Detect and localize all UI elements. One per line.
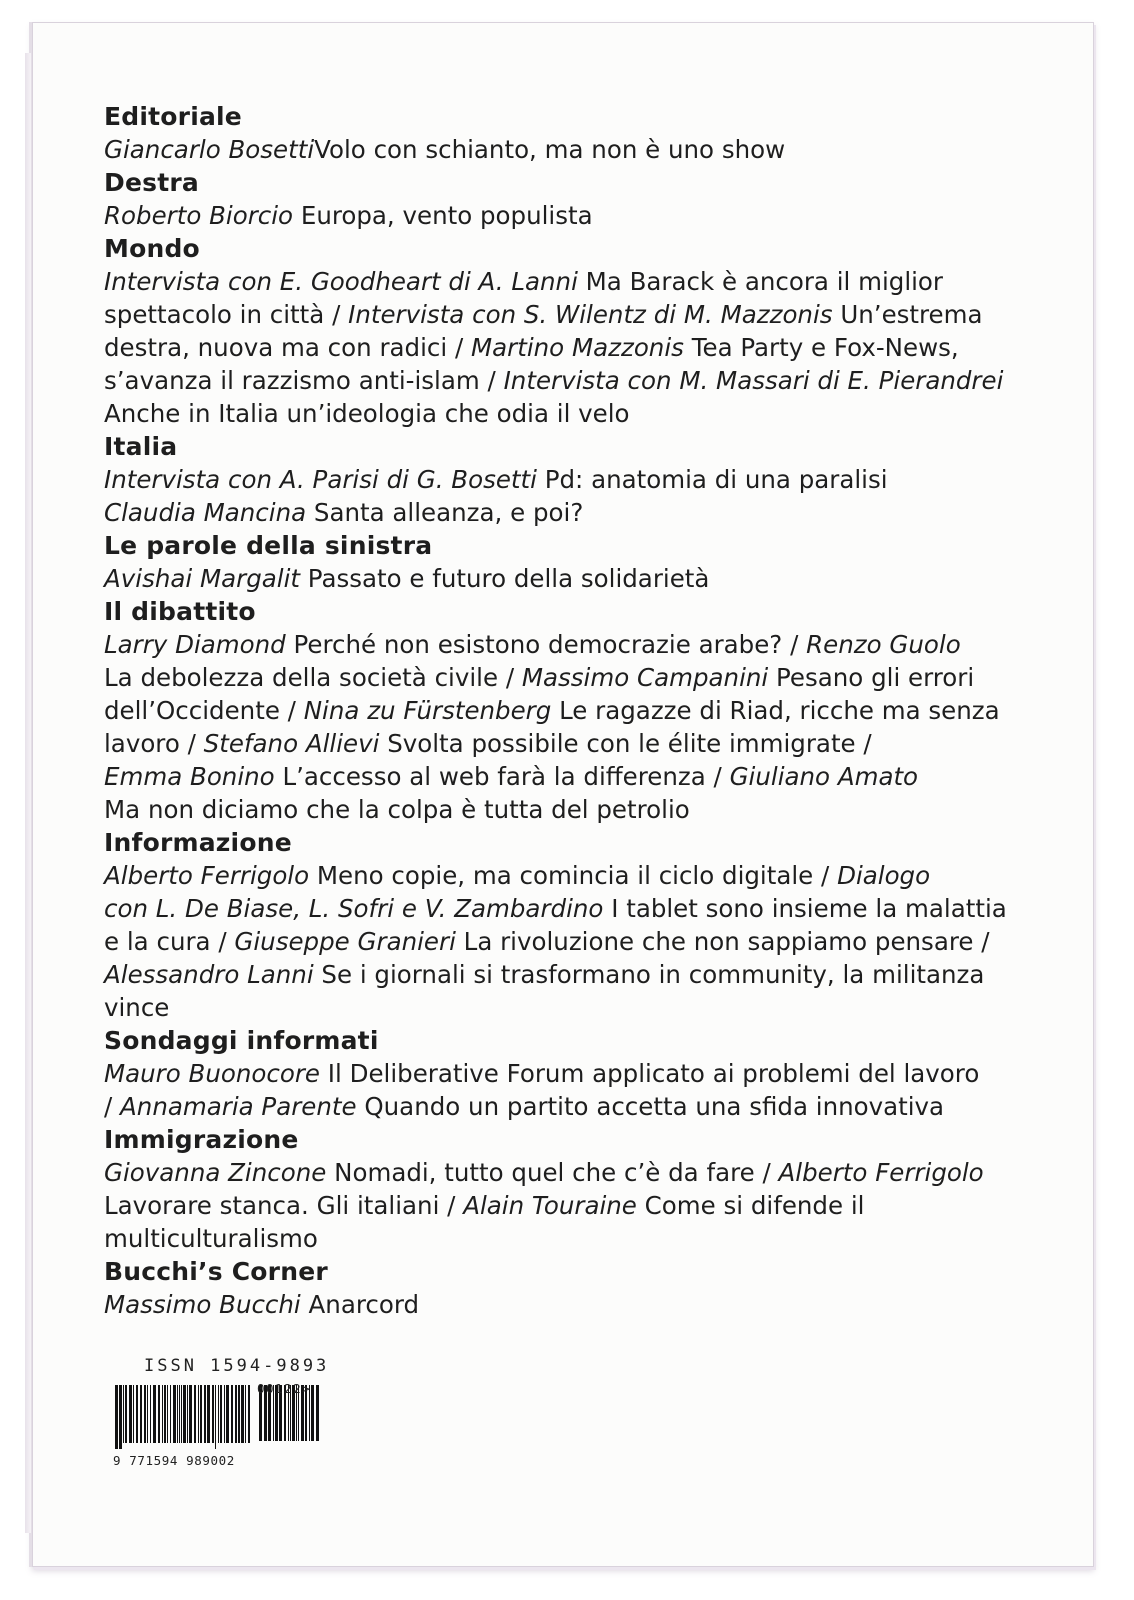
article-title: destra, nuova ma con radici /	[104, 333, 471, 362]
article-title: Un’estrema	[832, 300, 983, 329]
barcode-bar	[215, 1385, 216, 1449]
entry-line	[104, 265, 1064, 298]
barcode-bar	[245, 1385, 246, 1443]
entry-line	[104, 199, 1064, 232]
section-title: Sondaggi informati	[104, 1026, 379, 1055]
barcode-bar	[204, 1385, 206, 1443]
section-title: Destra	[104, 168, 199, 197]
article-title: Ma Barack è ancora il miglior	[577, 267, 943, 296]
barcode-bar	[129, 1385, 132, 1443]
barcode-bar	[173, 1385, 176, 1443]
section-title: Il dibattito	[104, 597, 256, 626]
barcode-bar	[194, 1385, 196, 1443]
author-name: Alberto Ferrigolo	[778, 1158, 984, 1187]
author-name: Martino Mazzonis	[471, 333, 684, 362]
barcode-addon-digits: 00122>	[257, 1381, 312, 1396]
article-title: Perché non esistono democrazie arabe? /	[285, 630, 807, 659]
barcode-bar	[164, 1385, 166, 1443]
entry-line	[104, 991, 1064, 1024]
article-title: Europa, vento populista	[293, 201, 593, 230]
article-title: spettacolo in città /	[104, 300, 349, 329]
barcode-bar	[187, 1385, 188, 1443]
article-title: e la cura /	[104, 927, 235, 956]
article-title: I tablet sono insieme la malattia	[603, 894, 1007, 923]
article-title: Volo con schianto, ma non è uno show	[314, 135, 786, 164]
author-name: Mauro Buonocore	[104, 1059, 320, 1088]
barcode-bar	[241, 1385, 244, 1443]
barcode-bar	[220, 1385, 222, 1443]
article-title: lavoro /	[104, 729, 204, 758]
barcode-bar	[158, 1385, 160, 1443]
barcode	[113, 1381, 323, 1475]
ean-barcode	[113, 1385, 253, 1453]
barcode-bar	[200, 1385, 202, 1443]
barcode-bar	[167, 1385, 168, 1443]
entry-line	[104, 1288, 1064, 1321]
barcode-bar	[181, 1385, 182, 1443]
author-name: Roberto Biorcio	[104, 201, 294, 230]
article-title: s’avanza il razzismo anti-islam /	[104, 366, 504, 395]
entry-line	[104, 628, 1064, 661]
barcode-bar	[235, 1385, 237, 1443]
author-name: Larry Diamond	[104, 630, 286, 659]
article-title: Pd: anatomia di una paralisi	[536, 465, 888, 494]
author-name: Intervista con S. Wilentz di M. Mazzonis	[348, 300, 833, 329]
article-title: Passato e futuro della solidarietà	[299, 564, 710, 593]
entry-line	[104, 1189, 1064, 1222]
entry-line	[104, 727, 1064, 760]
article-title: Svolta possibile con le élite immigrate /	[379, 729, 872, 758]
entry-line	[104, 925, 1064, 958]
barcode-bar	[212, 1385, 214, 1443]
barcode-bar	[153, 1385, 156, 1443]
entry-line	[104, 661, 1064, 694]
author-name: Renzo Guolo	[806, 630, 961, 659]
barcode-bar	[147, 1385, 148, 1443]
entry-line	[104, 1057, 1064, 1090]
article-title: Il Deliberative Forum applicato ai problemi del lavoro	[319, 1059, 980, 1088]
article-title: Se i giornali si trasformano in community, la militanza	[313, 960, 985, 989]
entry-line	[104, 364, 1064, 397]
entry-line	[104, 463, 1064, 496]
author-name: con L. De Biase, L. Sofri e V. Zambardino	[104, 894, 604, 923]
barcode-bar	[218, 1385, 219, 1443]
author-name: Emma Bonino	[104, 762, 275, 791]
author-name: Annamaria Parente	[120, 1092, 357, 1121]
barcode-bar	[189, 1385, 192, 1443]
article-title: Quando un partito accetta una sfida innovativa	[356, 1092, 945, 1121]
barcode-bar	[198, 1385, 199, 1443]
entry-line	[104, 331, 1064, 364]
entry-line	[104, 1090, 1064, 1123]
author-name: Giancarlo Bosetti	[104, 135, 315, 164]
section-title: Informazione	[104, 828, 292, 857]
entry-line	[104, 1222, 1064, 1255]
author-name: Stefano Allievi	[203, 729, 380, 758]
entry-line	[104, 397, 1064, 430]
section-title: Mondo	[104, 234, 200, 263]
author-name: Giovanna Zincone	[104, 1158, 327, 1187]
barcode-bar	[119, 1385, 122, 1449]
entry-line	[104, 892, 1064, 925]
section-title: Bucchi’s Corner	[104, 1257, 328, 1286]
barcode-bar	[238, 1385, 240, 1443]
barcode-bar	[311, 1385, 314, 1441]
article-title: Come si difende il	[636, 1191, 865, 1220]
entry-line	[104, 298, 1064, 331]
article-title: Ma non diciamo che la colpa è tutta del petrolio	[104, 795, 690, 824]
barcode-digits: 9 771594 989002	[113, 1453, 235, 1468]
barcode-bar	[123, 1385, 124, 1443]
author-name: Nina zu Fürstenberg	[303, 696, 552, 725]
entry-line	[104, 694, 1064, 727]
barcode-bar	[140, 1385, 142, 1443]
article-title: Anarcord	[300, 1290, 420, 1319]
section-title: Le parole della sinistra	[104, 531, 433, 560]
barcode-bar	[162, 1385, 163, 1443]
author-name: Intervista con M. Massari di E. Pierandrei	[503, 366, 1004, 395]
barcode-bar	[231, 1385, 233, 1443]
author-name: Alessandro Lanni	[104, 960, 314, 989]
barcode-bar	[136, 1385, 138, 1443]
barcode-bar	[316, 1385, 319, 1441]
author-name: Giuliano Amato	[729, 762, 919, 791]
entry-line	[104, 1156, 1064, 1189]
entry-line	[104, 793, 1064, 826]
section-title: Immigrazione	[104, 1125, 299, 1154]
article-title: Tea Party e Fox-News,	[683, 333, 959, 362]
section-title: Editoriale	[104, 102, 242, 131]
author-name: Alain Touraine	[463, 1191, 637, 1220]
entry-line	[104, 562, 1064, 595]
article-title: La rivoluzione che non sappiamo pensare /	[455, 927, 990, 956]
article-title: Meno copie, ma comincia il ciclo digitale /	[309, 861, 838, 890]
article-title: Nomadi, tutto quel che c’è da fare /	[326, 1158, 779, 1187]
author-name: Alberto Ferrigolo	[104, 861, 310, 890]
barcode-bar	[226, 1385, 229, 1443]
barcode-bar	[224, 1385, 225, 1443]
author-name: Giuseppe Granieri	[234, 927, 456, 956]
issn-label: ISSN 1594-9893	[144, 1356, 330, 1376]
author-name: Intervista con A. Parisi di G. Bosetti	[104, 465, 537, 494]
barcode-bar	[183, 1385, 186, 1443]
article-title: Santa alleanza, e poi?	[306, 498, 584, 527]
barcode-bar	[177, 1385, 178, 1443]
table-of-contents	[104, 100, 1064, 1321]
barcode-bar	[133, 1385, 134, 1443]
article-title: Lavorare stanca. Gli italiani /	[104, 1191, 464, 1220]
author-name: Intervista con E. Goodheart di A. Lanni	[104, 267, 578, 296]
author-name: Claudia Mancina	[104, 498, 307, 527]
barcode-bar	[125, 1385, 127, 1443]
article-title: Anche in Italia un’ideologia che odia il velo	[104, 399, 630, 428]
article-title: Le ragazze di Riad, ricche ma senza	[551, 696, 1000, 725]
article-title: dell’Occidente /	[104, 696, 304, 725]
entry-line	[104, 859, 1064, 892]
entry-line	[104, 958, 1064, 991]
article-title: Pesano gli errori	[768, 663, 975, 692]
entry-line	[104, 133, 1064, 166]
author-name: Avishai Margalit	[104, 564, 300, 593]
barcode-bar	[179, 1385, 180, 1443]
article-title: vince	[104, 993, 170, 1022]
author-name: Massimo Campanini	[521, 663, 769, 692]
barcode-bar	[170, 1385, 171, 1443]
barcode-bar	[115, 1385, 118, 1449]
barcode-bar	[144, 1385, 146, 1443]
entry-line	[104, 496, 1064, 529]
author-name: Dialogo	[837, 861, 931, 890]
section-title: Italia	[104, 432, 178, 461]
barcode-bar	[248, 1385, 250, 1443]
barcode-bar	[207, 1385, 210, 1443]
entry-line	[104, 760, 1064, 793]
article-title: La debolezza della società civile /	[104, 663, 522, 692]
barcode-bar	[150, 1385, 151, 1443]
author-name: Massimo Bucchi	[104, 1290, 301, 1319]
article-title: multiculturalismo	[104, 1224, 318, 1253]
article-title: /	[104, 1092, 121, 1121]
article-title: L’accesso al web farà la differenza /	[274, 762, 730, 791]
